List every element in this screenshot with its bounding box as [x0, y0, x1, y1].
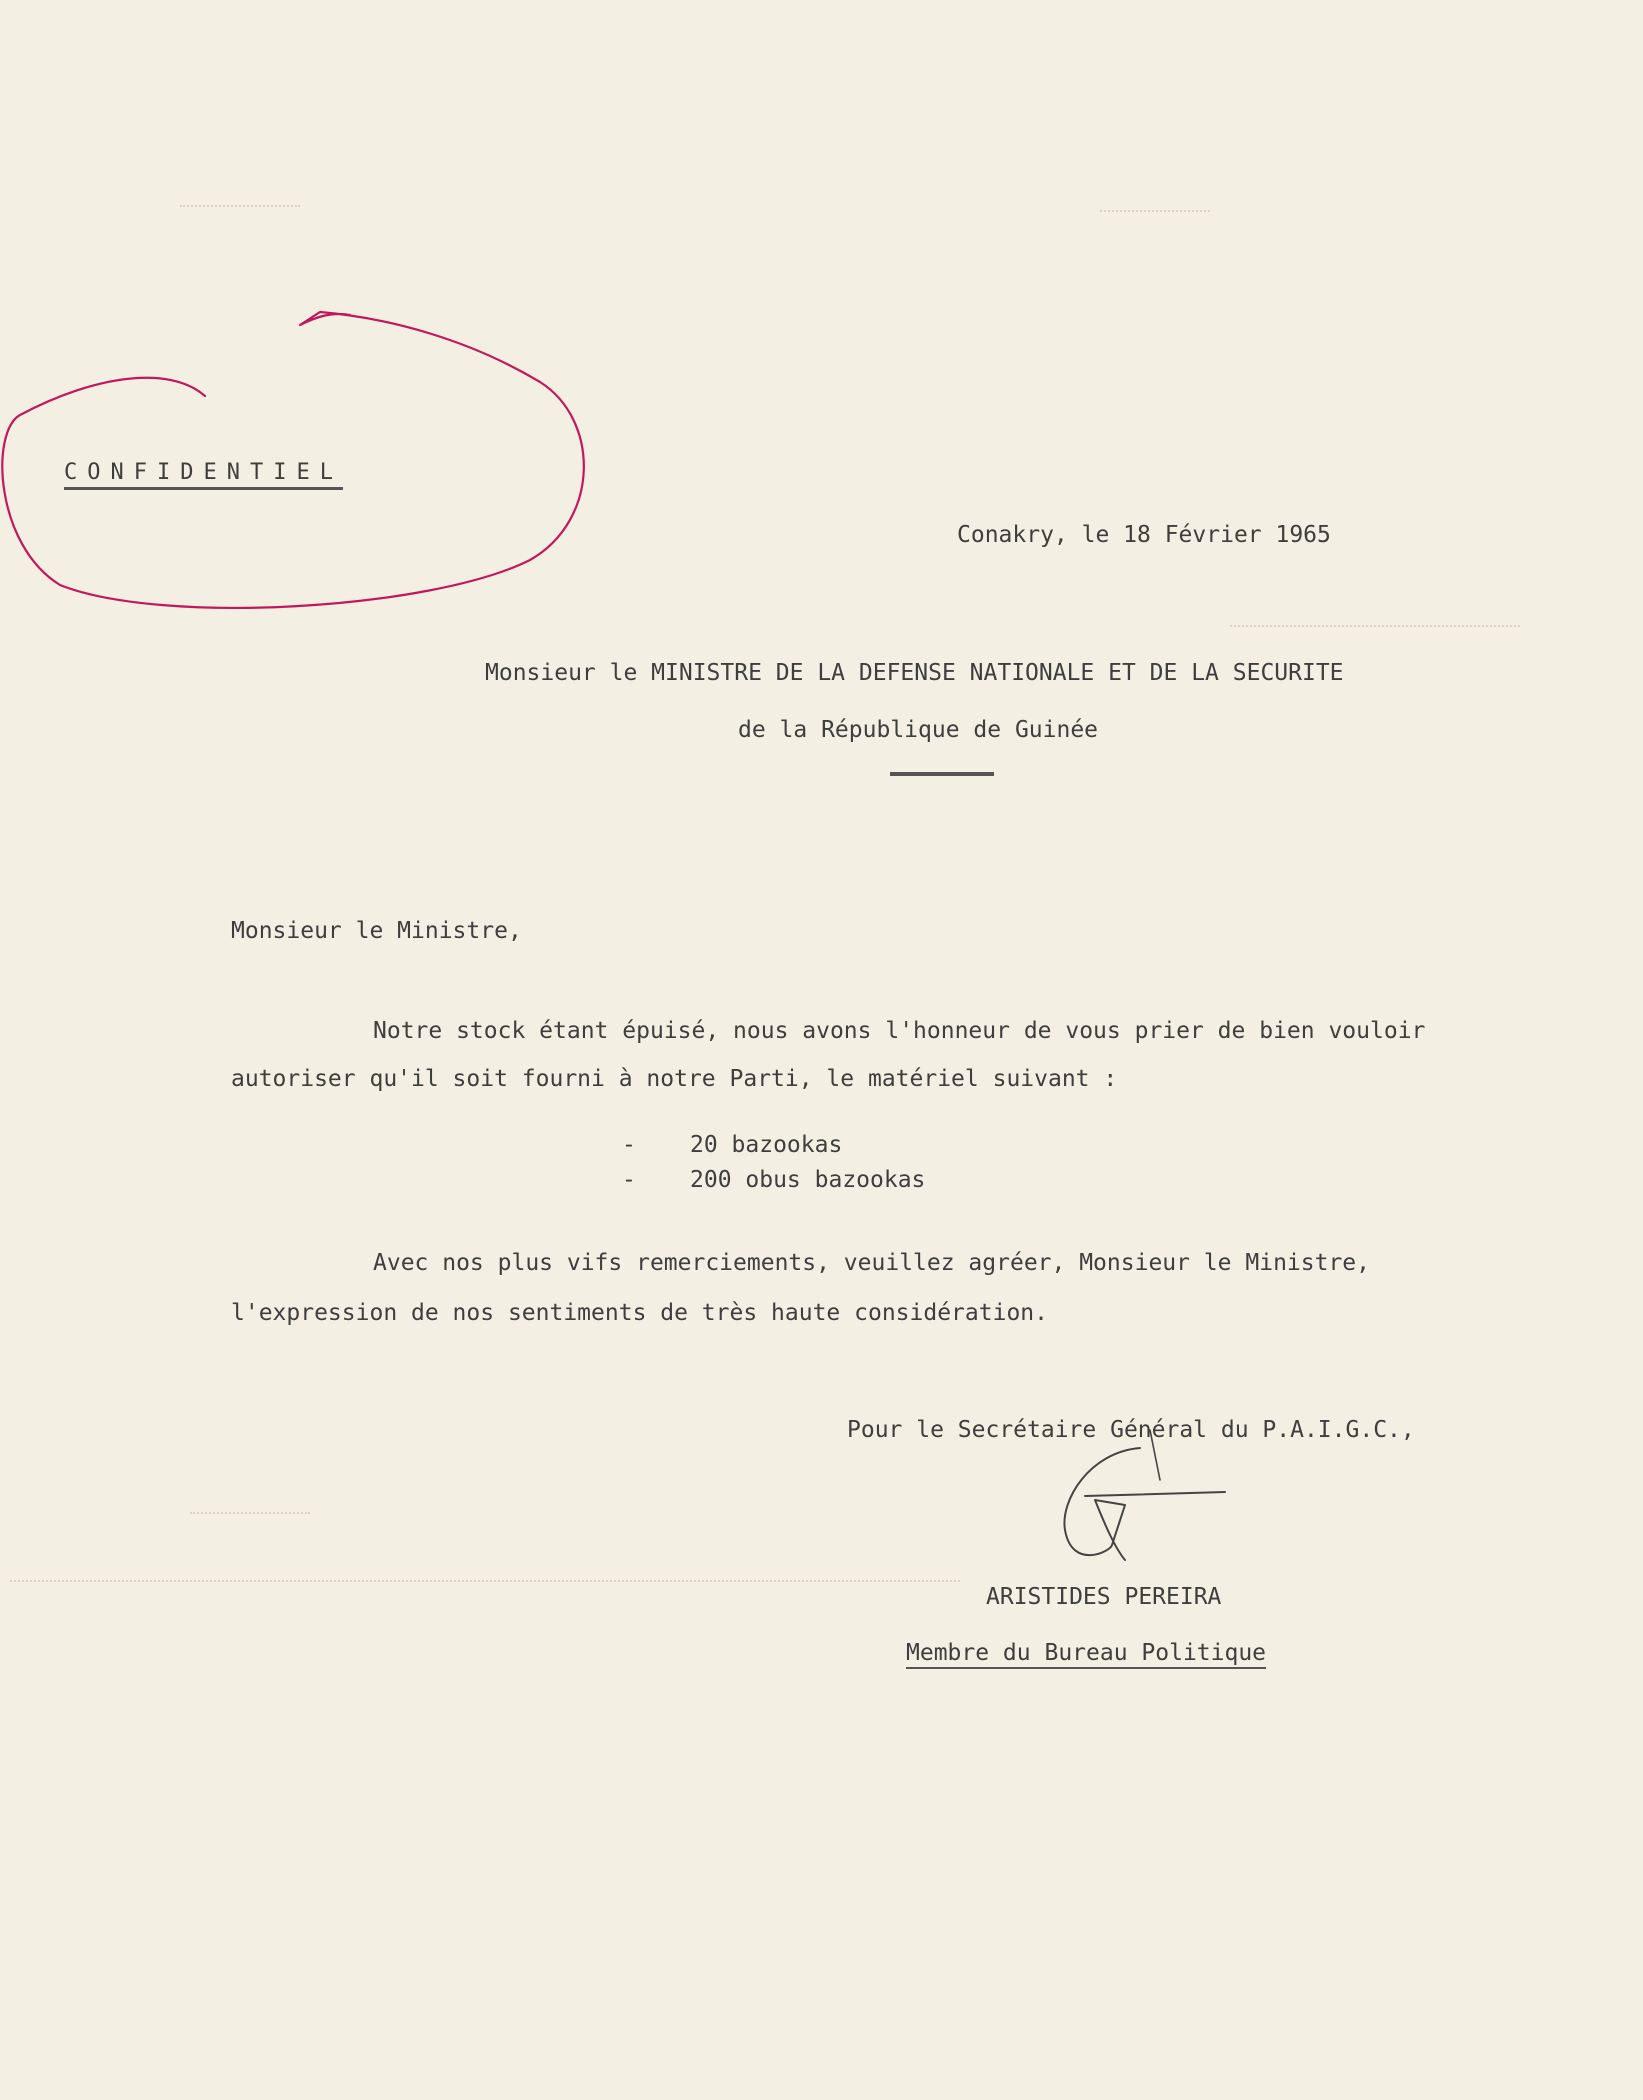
paragraph-1-line-2: autoriser qu'il soit fourni à notre Parti, le matériel suivant :	[231, 1066, 1118, 1092]
recipient-underline	[890, 772, 994, 776]
bleed-through-mark	[180, 205, 300, 207]
date-line: Conakry, le 18 Février 1965	[957, 522, 1331, 548]
recipient-line-2: de la République de Guinée	[738, 717, 1099, 743]
salutation: Monsieur le Ministre,	[231, 918, 522, 944]
list-item-text: 200 obus bazookas	[690, 1167, 926, 1193]
list-item-text: 20 bazookas	[690, 1132, 843, 1158]
recipient-line-1: Monsieur le MINISTRE DE LA DEFENSE NATIONALE ET DE LA SECURITE	[485, 660, 1344, 686]
paragraph-2-line-1: Avec nos plus vifs remerciements, veuillez agréer, Monsieur le Ministre,	[373, 1250, 1370, 1276]
bleed-through-mark	[10, 1580, 960, 1582]
list-bullet: -	[622, 1132, 636, 1158]
paragraph-1-line-1: Notre stock étant épuisé, nous avons l'honneur de vous prier de bien vouloir	[373, 1018, 1426, 1044]
closing-line: Pour le Secrétaire Général du P.A.I.G.C.,	[847, 1417, 1415, 1443]
confidential-stamp: CONFIDENTIEL	[64, 460, 343, 490]
signatory-name: ARISTIDES PEREIRA	[986, 1584, 1222, 1610]
bleed-through-mark	[1230, 625, 1520, 627]
signatory-title: Membre du Bureau Politique	[906, 1640, 1266, 1669]
paragraph-2-line-2: l'expression de nos sentiments de très haute considération.	[231, 1300, 1048, 1326]
list-bullet: -	[622, 1167, 636, 1193]
bleed-through-mark	[190, 1512, 310, 1514]
list-item	[622, 1167, 925, 1193]
list-item	[622, 1132, 842, 1158]
bleed-through-mark	[1100, 210, 1210, 212]
